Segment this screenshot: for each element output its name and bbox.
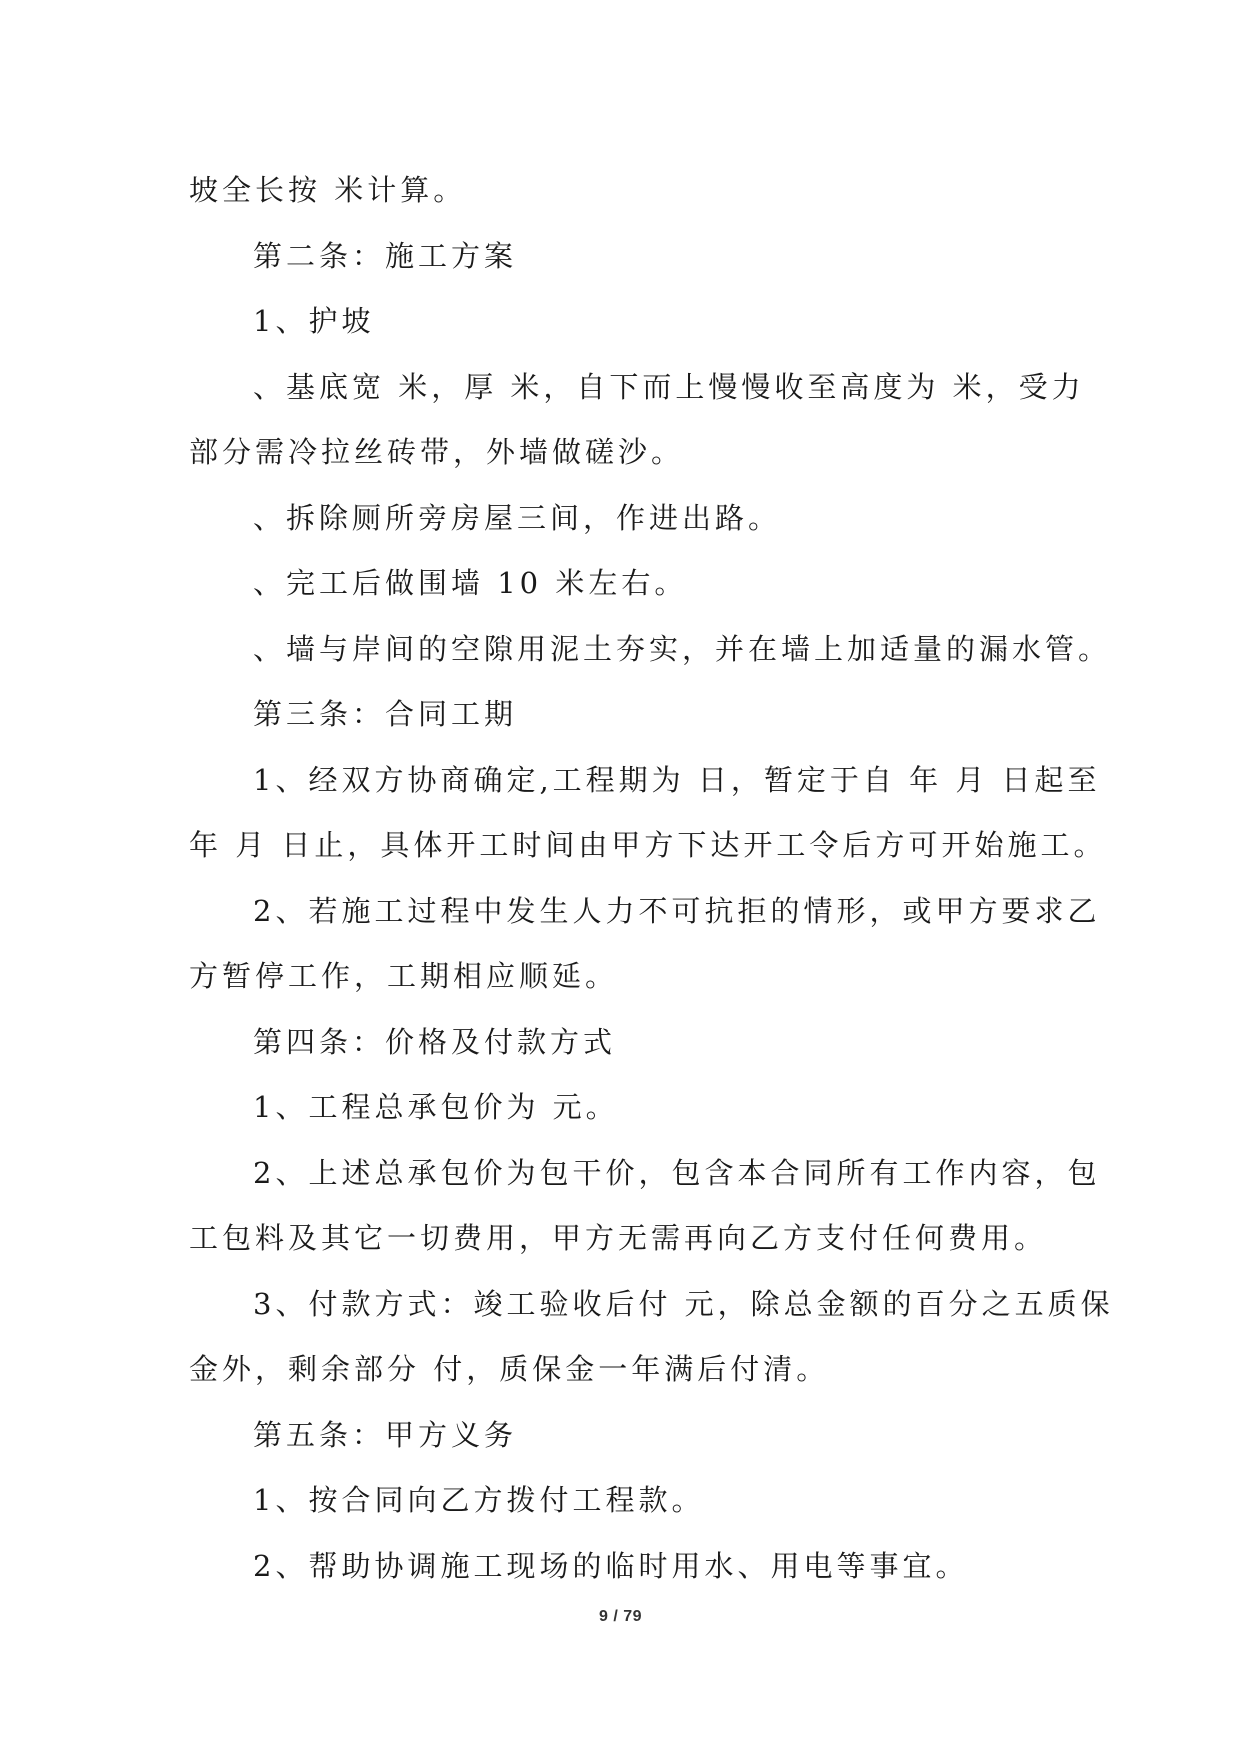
text-line: 1、工程总承包价为 元。 (253, 1090, 619, 1124)
text-line: 坡全长按 米计算。 (189, 173, 467, 207)
text-line: 部分需冷拉丝砖带，外墙做磋沙。 (189, 435, 685, 469)
section-heading: 第五条：甲方义务 (253, 1417, 518, 1452)
text-line: 2、若施工过程中发生人力不可抗拒的情形，或甲方要求乙 (253, 893, 1101, 928)
text-line: 金外，剩余部分 付，质保金一年满后付清。 (189, 1352, 830, 1386)
text-line: 1、按合同向乙方拨付工程款。 (253, 1483, 705, 1517)
text-line: 、完工后做围墙 10 米左右。 (253, 566, 688, 600)
text-line: 2、上述总承包价为包干价，包含本合同所有工作内容，包 (253, 1155, 1101, 1190)
text-line: 1、护坡 (253, 304, 375, 338)
text-line: 1、经双方协商确定,工程期为 日，暂定于自 年 月 日起至 (253, 762, 1101, 797)
text-line: 年 月 日止，具体开工时间由甲方下达开工令后方可开始施工。 (189, 828, 1107, 862)
section-heading: 第四条：价格及付款方式 (253, 1024, 617, 1059)
text-line: 方暂停工作，工期相应顺延。 (189, 959, 619, 993)
section-heading: 第三条：合同工期 (253, 697, 518, 731)
text-line: 工包料及其它一切费用，甲方无需再向乙方支付任何费用。 (189, 1221, 1048, 1255)
text-line: 、墙与岸间的空隙用泥土夯实，并在墙上加适量的漏水管。 (253, 631, 1112, 666)
text-line: 2、帮助协调施工现场的临时用水、用电等事宜。 (253, 1548, 969, 1583)
text-line: 、基底宽 米，厚 米，自下而上慢慢收至高度为 米，受力 (253, 369, 1085, 404)
document-body (189, 158, 1114, 1599)
page-number: 9 / 79 (598, 1608, 643, 1625)
text-line: 、拆除厕所旁房屋三间，作进出路。 (253, 500, 782, 535)
section-heading: 第二条：施工方案 (253, 238, 518, 273)
text-line: 3、付款方式：竣工验收后付 元，除总金额的百分之五质保 (253, 1286, 1114, 1321)
